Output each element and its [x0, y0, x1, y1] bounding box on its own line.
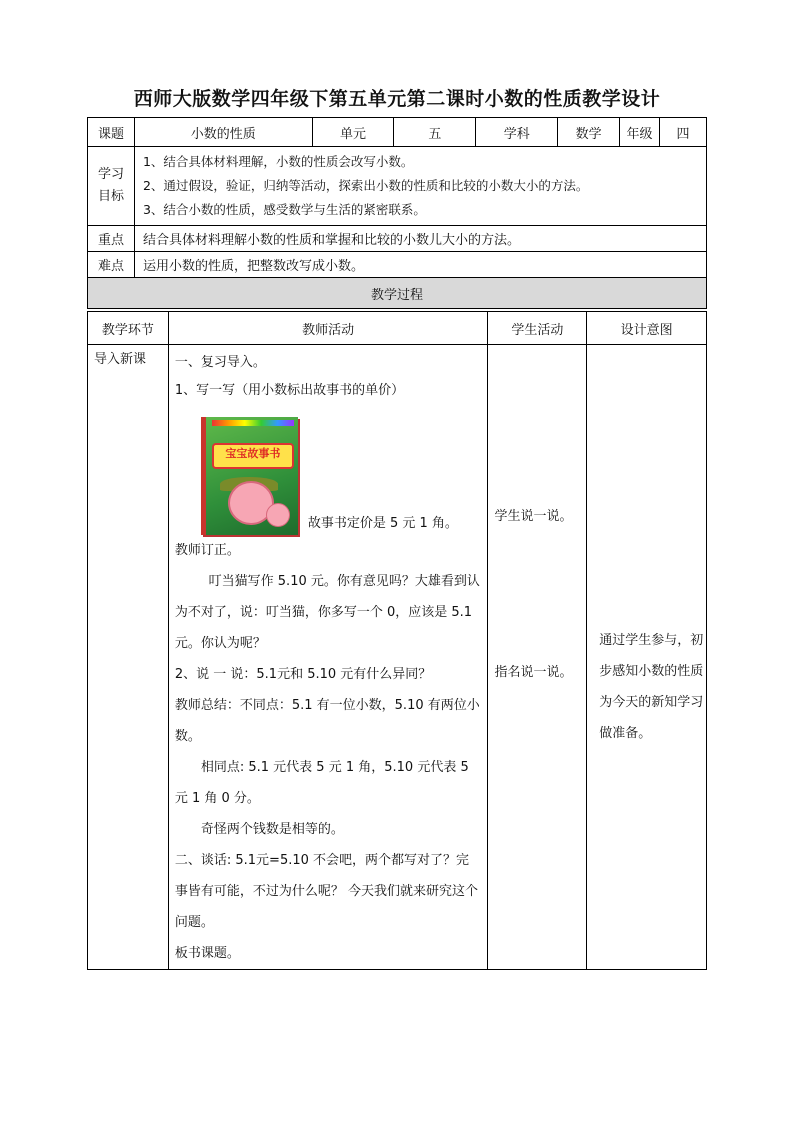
key-label: 重点 [88, 226, 135, 252]
book-title: 宝宝故事书 [212, 443, 294, 469]
teacher-p10: 板书课题。 [174, 946, 240, 961]
book-row [175, 405, 482, 535]
topic-value: 小数的性质 [134, 118, 312, 147]
difficulty-label: 难点 [88, 252, 135, 278]
col-student: 学生活动 [488, 312, 587, 345]
price-text: 故事书定价是 5 元 1 角。 [307, 516, 458, 531]
grade-label: 年级 [620, 118, 660, 147]
subject-value: 数学 [558, 118, 620, 147]
goal-3: 3、结合小数的性质，感受数学与生活的紧密联系。 [142, 202, 426, 217]
intent-text: 通过学生参与，初步感知小数的性质为今天的新知学习做准备。 [599, 633, 704, 741]
process-heading: 教学过程 [88, 278, 707, 309]
goal-1: 1、结合具体材料理解，小数的性质会改写小数。 [142, 154, 414, 169]
teacher-p4: 叮当猫写作 5.10 元。你有意见吗？大雄看到认为不对了，说：叮当猫，你多写一个 0，应该是 5.1 元。你认为呢？ [174, 574, 480, 651]
info-table [87, 117, 707, 309]
teacher-cell [168, 345, 488, 970]
goals-label: 学习目标 [88, 147, 135, 226]
unit-value: 五 [394, 118, 476, 147]
storybook-image [201, 417, 298, 535]
col-stage: 教学环节 [88, 312, 169, 345]
teacher-p5: 2、说 一 说：5.1元和 5.10 元有什么异同？ [174, 667, 432, 682]
stage-label: 导入新课 [94, 352, 147, 367]
intent-cell [587, 345, 707, 970]
book-piglet-graphic [266, 503, 290, 527]
grade-value: 四 [660, 118, 707, 147]
teacher-p8: 奇怪两个钱数是相等的。 [200, 822, 344, 837]
col-teacher: 教师活动 [168, 312, 488, 345]
key-value: 结合具体材料理解小数的性质和掌握和比较的小数儿大小的方法。 [134, 226, 706, 252]
unit-label: 单元 [312, 118, 394, 147]
student-cell [488, 345, 587, 970]
col-intent: 设计意图 [587, 312, 707, 345]
difficulty-value: 运用小数的性质，把整数改写成小数。 [134, 252, 706, 278]
teacher-p3: 教师订正。 [174, 543, 240, 558]
topic-label: 课题 [88, 118, 135, 147]
student-s1: 学生说一说。 [494, 509, 573, 524]
goal-2: 2、通过假设，验证，归纳等活动，探索出小数的性质和比较的小数大小的方法。 [142, 178, 589, 193]
process-table [87, 311, 707, 970]
page-title: 西师大版数学四年级下第五单元第二课时小数的性质教学设计 [133, 88, 661, 110]
teacher-p2: 1、写一写（用小数标出故事书的单价） [174, 383, 405, 398]
teacher-p9: 二、谈话: 5.1元=5.10 不会吧，两个都写对了？完事皆有可能，不过为什么呢？ 今天我们就来研究这个问题。 [174, 853, 478, 930]
student-s2: 指名说一说。 [494, 665, 573, 680]
goals-cell [134, 147, 706, 226]
teacher-p6: 教师总结：不同点：5.1 有一位小数，5.10 有两位小数。 [174, 698, 480, 744]
stage-cell [88, 345, 169, 970]
book-stripe [212, 420, 294, 426]
subject-label: 学科 [476, 118, 558, 147]
teacher-p7: 相同点: 5.1 元代表 5 元 1 角，5.10 元代表 5 元 1 角 0 分。 [174, 760, 469, 806]
teacher-p1: 一、复习导入。 [174, 355, 266, 370]
